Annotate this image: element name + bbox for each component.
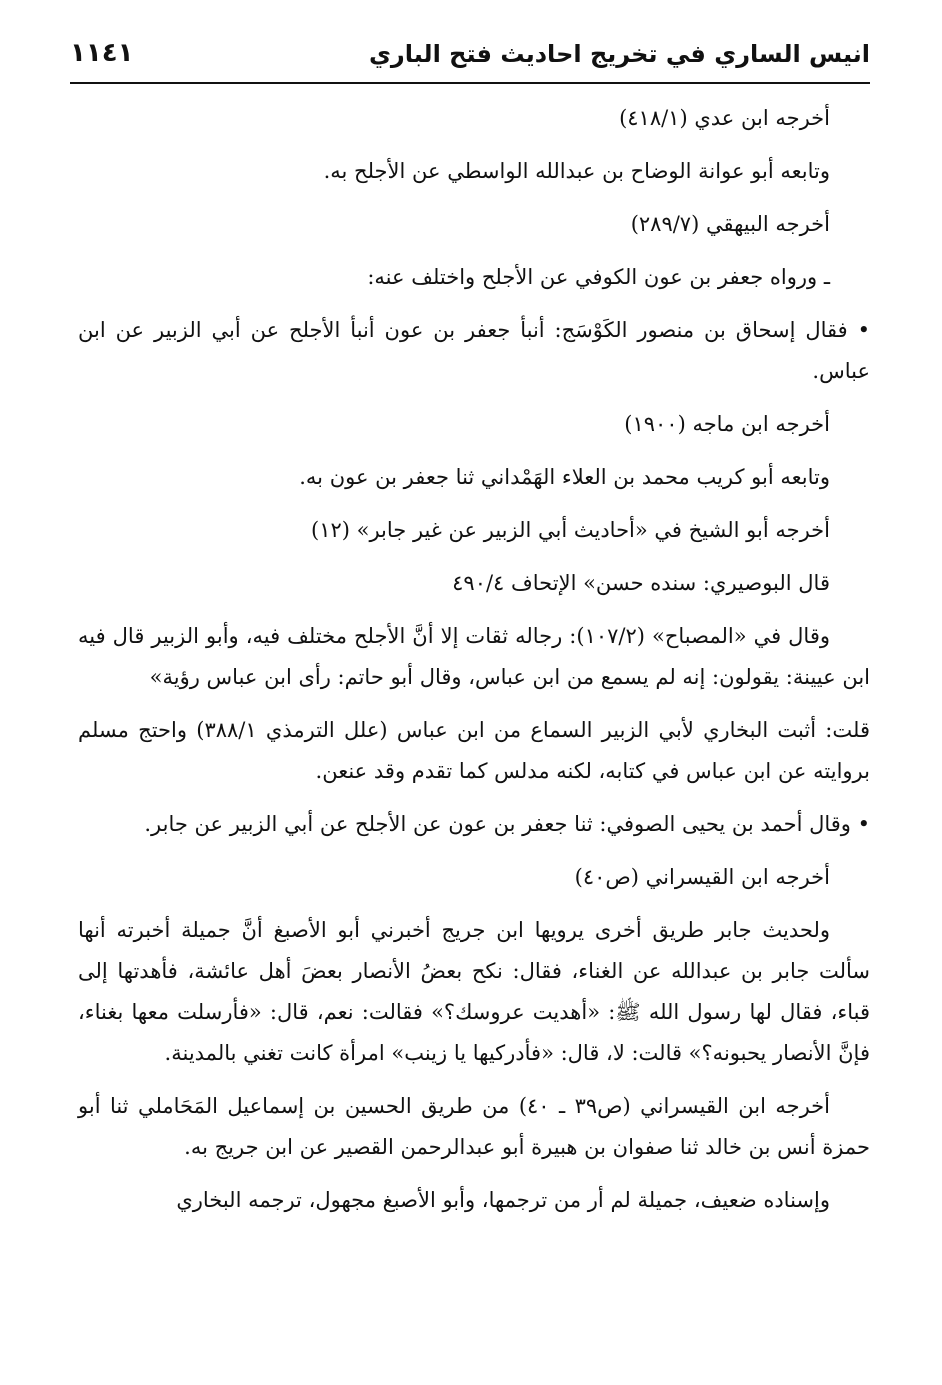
paragraph: ـ ورواه جعفر بن عون الكوفي عن الأجلح واختلف عنه:	[367, 265, 830, 289]
citation: أخرجه ابن ماجه (١٩٠٠)	[624, 412, 830, 436]
paragraph: ولحديث جابر طريق أخرى يرويها ابن جريج أخبرني أبو الأصبغ أنَّ جميلة أخبرته أنها سألت جابر بن عبدالله عن الغناء، فقال: نكح بعضُ الأنصار بعضَ أهل عائشة، فأهدتها إلى قباء، فقال لها رسول الله ﷺ: «أهديت عروسك؟» فقالت: نعم، قال: «فأرسلت معها بغناء، فإنَّ الأنصار يحبونه؟» قالت: لا، قال: «فأدركيها يا زينب» امرأة كانت تغني بالمدينة.	[78, 918, 870, 1065]
citation: أخرجه البيهقي (٢٨٩/٧)	[630, 212, 830, 236]
running-title: انيس الساري في تخريج احاديث فتح الباري	[368, 40, 870, 68]
paragraph: وتابعه أبو كريب محمد بن العلاء الهَمْداني ثنا جعفر بن عون به.	[299, 465, 830, 489]
paragraph: وتابعه أبو عوانة الوضاح بن عبدالله الواسطي عن الأجلح به.	[323, 159, 830, 183]
page-number: ١١٤١	[70, 38, 134, 68]
citation: قال البوصيري: سنده حسن» الإتحاف ٤٩٠/٤	[452, 571, 830, 595]
page-header	[70, 30, 870, 84]
page-body	[78, 98, 870, 1233]
bullet-paragraph: • وقال أحمد بن يحيى الصوفي: ثنا جعفر بن عون عن الأجلح عن أبي الزبير عن جابر.	[144, 812, 870, 836]
citation: أخرجه ابن عدي (٤١٨/١)	[619, 106, 830, 130]
bullet-paragraph: • فقال إسحاق بن منصور الكَوْسَج: أنبأ جعفر بن عون أنبأ الأجلح عن أبي الزبير عن ابن عباس.	[78, 318, 870, 383]
citation: أخرجه ابن القيسراني (ص٤٠)	[574, 865, 830, 889]
paragraph: قلت: أثبت البخاري لأبي الزبير السماع من ابن عباس (علل الترمذي ٣٨٨/١) واحتج مسلم بروايته عن ابن عباس في كتابه، لكنه مدلس كما تقدم وقد عنعن.	[78, 718, 870, 783]
paragraph: وإسناده ضعيف، جميلة لم أر من ترجمها، وأبو الأصبغ مجهول، ترجمه البخاري	[176, 1188, 830, 1212]
paragraph: وقال في «المصباح» (١٠٧/٢): رجاله ثقات إلا أنَّ الأجلح مختلف فيه، وأبو الزبير قال فيه ابن عيينة: يقولون: إنه لم يسمع من ابن عباس، وقال أبو حاتم: رأى ابن عباس رؤية»	[78, 624, 870, 689]
citation: أخرجه أبو الشيخ في «أحاديث أبي الزبير عن غير جابر» (١٢)	[310, 518, 830, 542]
paragraph: أخرجه ابن القيسراني (ص٣٩ ـ ٤٠) من طريق الحسين بن إسماعيل المَحَاملي ثنا أبو حمزة أنس بن خالد ثنا صفوان بن هبيرة أبو عبدالرحمن القصير عن ابن جريج به.	[78, 1094, 870, 1159]
